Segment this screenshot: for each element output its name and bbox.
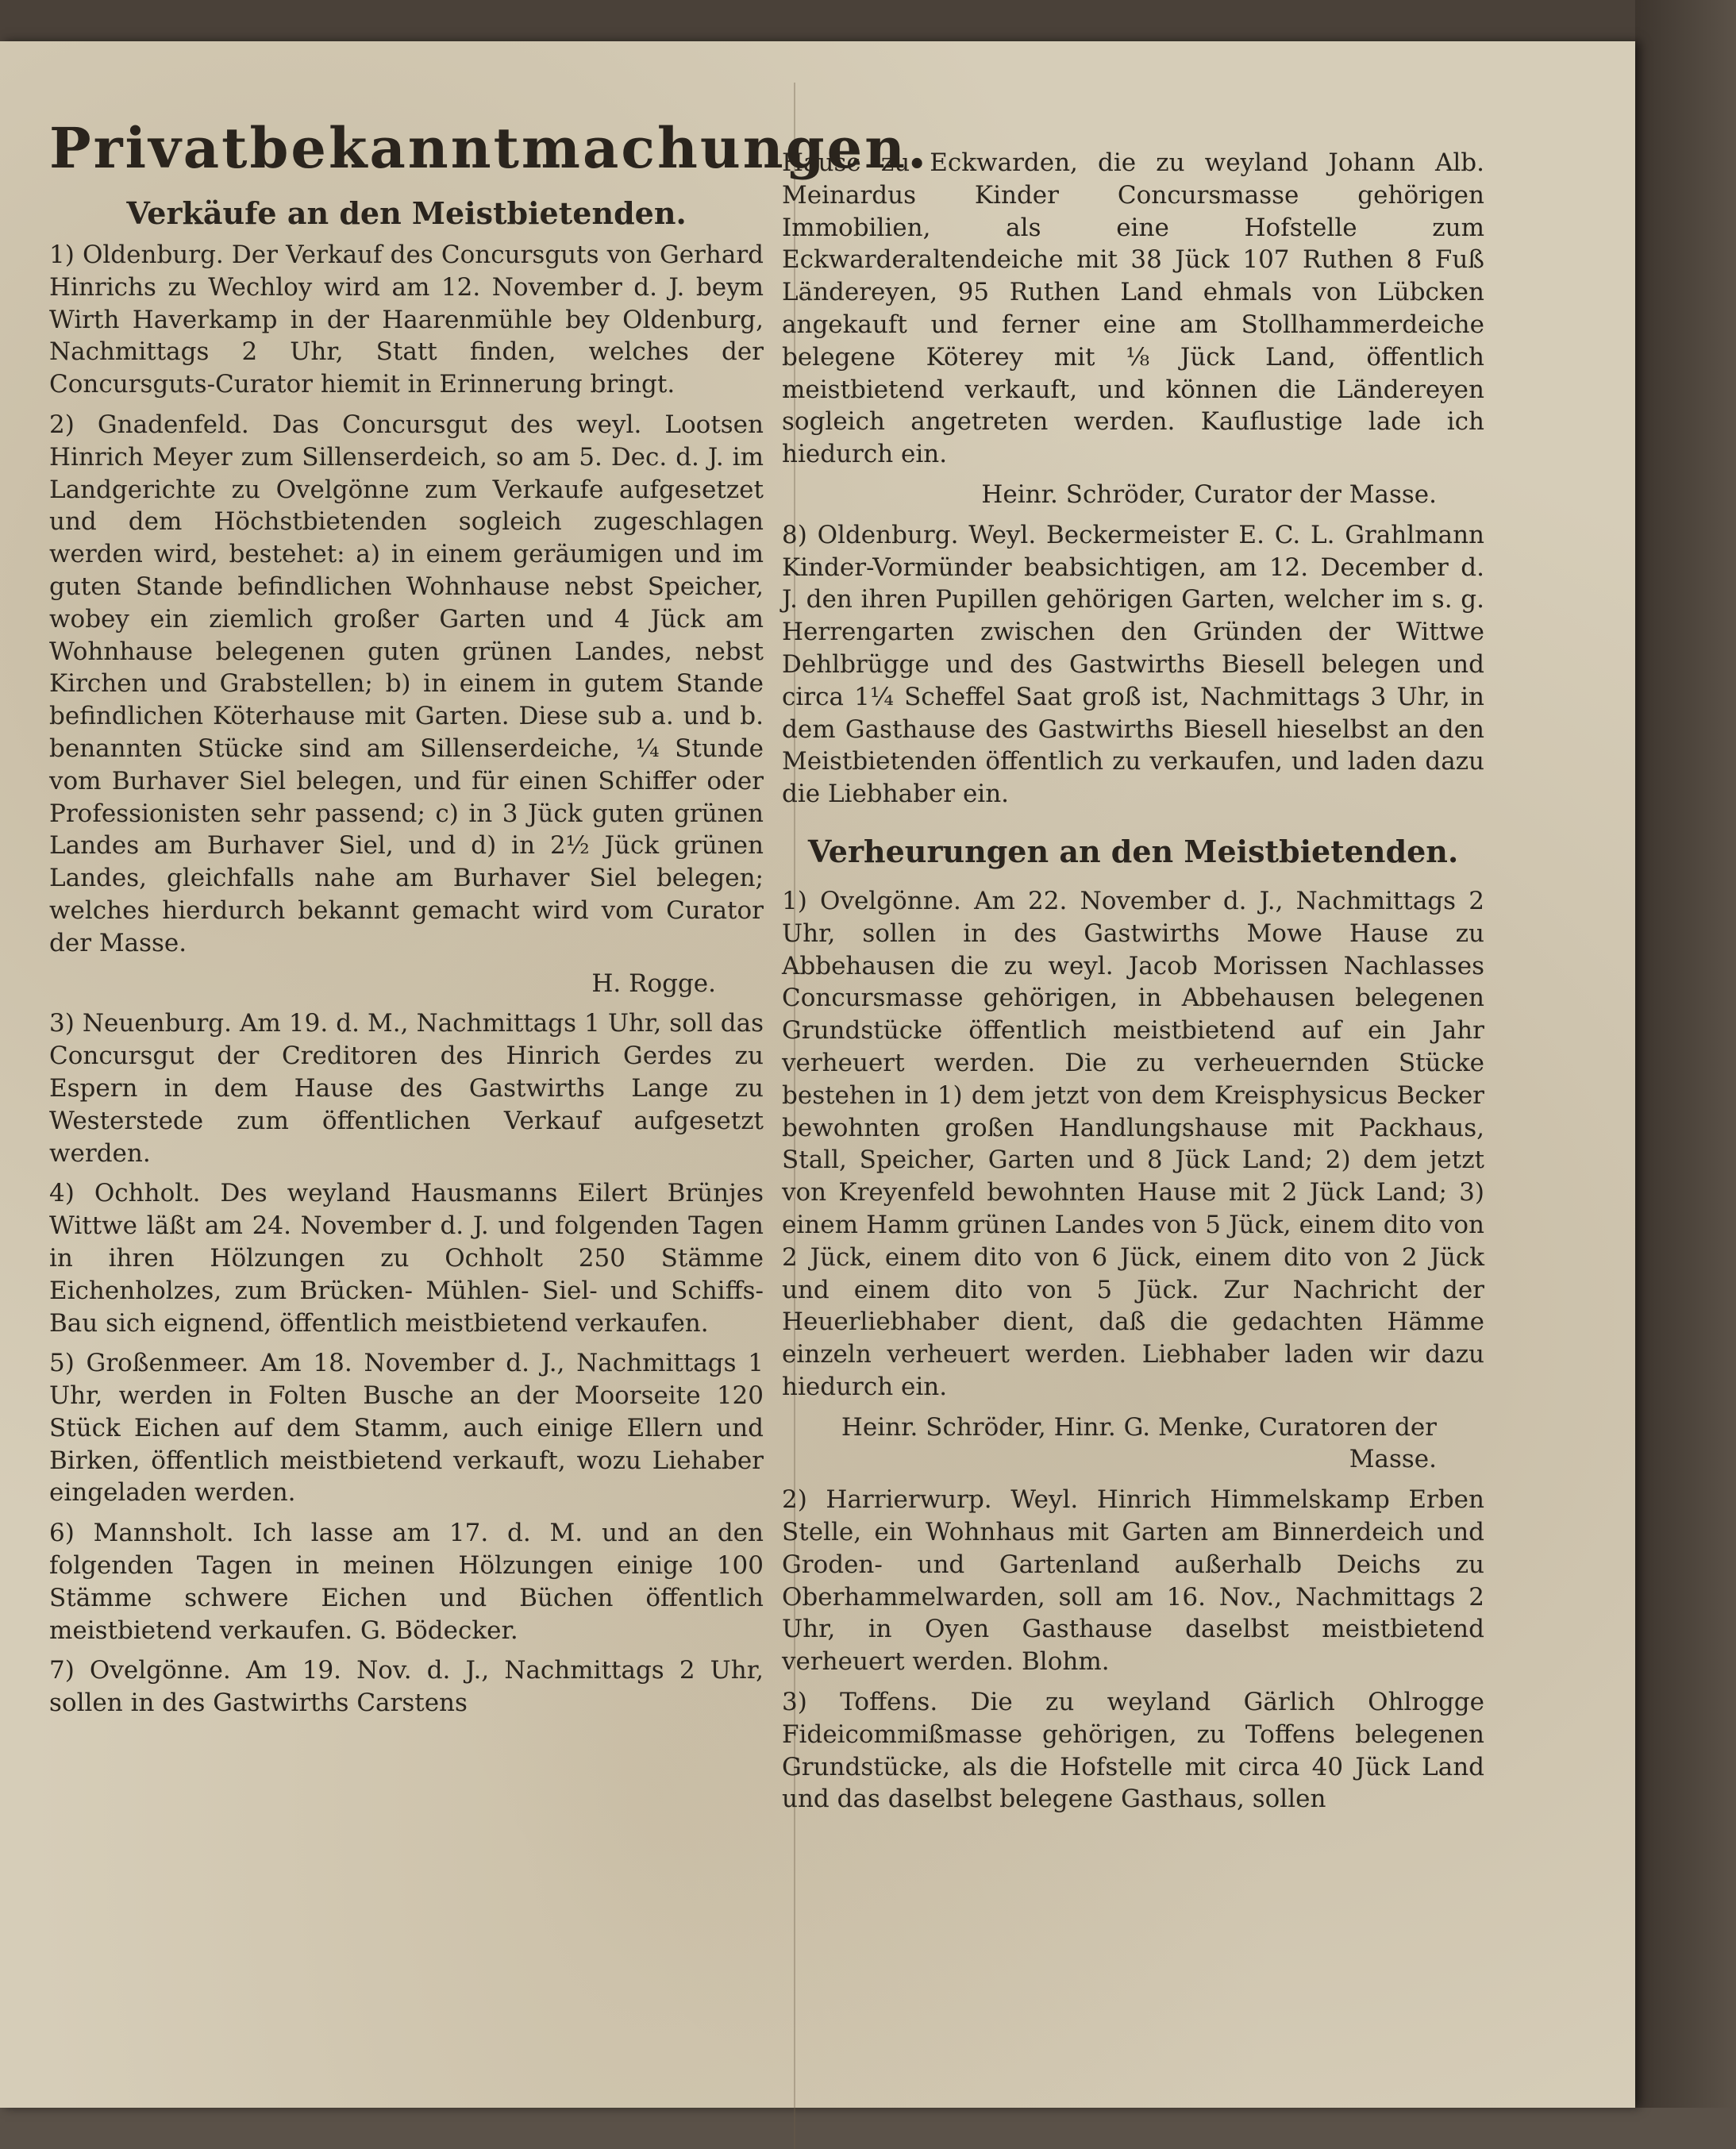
notice-item: 2) Harrierwurp. Weyl. Hinrich Himmelskamp Erben Stelle, ein Wohnhaus mit Garten am Binnerdeich und Groden- und Gartenland außerhalb Deichs zu Oberhammelwarden, soll am 16. Nov., Nachmittags 2 Uhr, in Oyen Gasthause daselbst meistbietend verheuert werden. Blohm.: [782, 1485, 1484, 1677]
notice-item: 1) Ovelgönne. Am 22. November d. J., Nachmittags 2 Uhr, sollen in des Gastwirths Mowe Hause zu Abbehausen die zu weyl. Jacob Morissen Nachlasses Concursmasse gehörigen, in Abbehausen belegenen Grundstücke öffentlich meistbietend auf ein Jahr verheuert werden. Die zu verheuernden Stücke bestehen in 1) dem jetzt von dem Kreisphysicus Becker bewohnten großen Handlungshause mit Packhaus, Stall, Speicher, Garten und 8 Jück Land; 2) dem jetzt von Kreyenfeld bewohnten Hause mit 2 Jück Land; 3) einem Hamm grünen Landes von 5 Jück, einem dito von 2 Jück, einem dito von 6 Jück, einem dito von 2 Jück und einem dito von 5 Jück. Zur Nachricht der Heuerliebhaber dient, daß die gedachten Hämme einzeln verheuert werden. Liebhaber laden wir dazu hiedurch ein.: [782, 886, 1484, 1401]
notice-item: Hause zu Eckwarden, die zu weyland Johann Alb. Meinardus Kinder Concursmasse gehörigen Immobilien, als eine Hofstelle zum Eckwarderaltendeiche mit 38 Jück 107 Ruthen 8 Fuß Ländereyen, 95 Ruthen Land ehmals von Lübcken angekauft und ferner eine am Stollhammerdeiche belegene Köterey mit ⅛ Jück Land, öffentlich meistbietend verkauft, und können die Ländereyen sogleich angetreten werden. Kauflustige lade ich hiedurch ein.: [782, 148, 1484, 469]
notice-item: 6) Mannsholt. Ich lasse am 17. d. M. und an den folgenden Tagen in meinen Hölzungen einige 100 Stämme schwere Eichen und Büchen öffentlich meistbietend verkaufen. G. Bödecker.: [49, 1519, 764, 1645]
notice-item: 8) Oldenburg. Weyl. Beckermeister E. C. L. Grahlmann Kinder-Vormünder beabsichtigen, am 12. December d. J. den ihren Pupillen gehörigen Garten, welcher im s. g. Herrengarten zwischen den Gründen der Wittwe Dehlbrügge und des Gastwirths Biesell belegen und circa 1¼ Scheffel Saat groß ist, Nachmittags 3 Uhr, in dem Gasthause des Gastwirths Biesell hieselbst an den Meistbietenden öffentlich zu verkaufen, und laden dazu die Liebhaber ein.: [782, 520, 1484, 809]
notice-item: 4) Ochholt. Des weyland Hausmanns Eilert Brünjes Wittwe läßt am 24. November d. J. und folgenden Tagen in ihren Hölzungen zu Ochholt 250 Stämme Eichenholzes, zum Brücken- Mühlen- Siel- und Schiffs-Bau sich eignend, öffentlich meistbietend verkaufen.: [49, 1179, 764, 1338]
notice-signature: Heinr. Schröder, Curator der Masse.: [981, 479, 1437, 509]
scan-background-right: [1635, 0, 1736, 2108]
notice-signature: H. Rogge.: [591, 969, 716, 998]
page-title: Privatbekanntmachungen.: [49, 115, 930, 181]
notice-item: 7) Ovelgönne. Am 19. Nov. d. J., Nachmittags 2 Uhr, sollen in des Gastwirths Carstens: [49, 1656, 764, 1718]
notice-item: 3) Toffens. Die zu weyland Gärlich Ohlrogge Fideicommißmasse gehörigen, zu Toffens belegenen Grundstücke, als die Hofstelle mit circa 40 Jück Land und das daselbst belegene Gasthaus, sollen: [782, 1688, 1484, 1814]
notice-item: 5) Großenmeer. Am 18. November d. J., Nachmittags 1 Uhr, werden in Folten Busche an der Moorseite 120 Stück Eichen auf dem Stamm, auch einige Ellern und Birken, öffentlich meistbietend verkauft, wozu Liehaber eingeladen werden.: [49, 1349, 764, 1508]
notice-signature: Heinr. Schröder, Hinr. G. Menke, Curatoren der Masse.: [841, 1412, 1437, 1474]
newspaper-page: [0, 41, 1635, 2108]
scan-background-top: [0, 0, 1736, 41]
notice-item: 2) Gnadenfeld. Das Concursgut des weyl. Lootsen Hinrich Meyer zum Sillenserdeich, so am 5. Dec. d. J. im Landgerichte zu Ovelgönne zum Verkaufe aufgesetzet und dem Höchstbietenden sogleich zugeschlagen werden wird, bestehet: a) in einem geräumigen und im guten Stande befindlichen Wohnhause nebst Speicher, wobey ein ziemlich großer Garten und 4 Jück am Wohnhause belegenen guten grünen Landes, nebst Kirchen und Grabstellen; b) in einem in gutem Stande befindlichen Köterhause mit Garten. Diese sub a. und b. benannten Stücke sind am Sillenserdeiche, ¼ Stunde vom Burhaver Siel belegen, und für einen Schiffer oder Professionisten sehr passend; c) in 3 Jück guten grünen Landes am Burhaver Siel, und d) in 2½ Jück grünen Landes, gleichfalls nahe am Burhaver Siel belegen; welches hierdurch bekannt gemacht wird vom Curator der Masse.: [49, 410, 764, 957]
right-column: [782, 41, 1484, 1824]
left-column: [49, 41, 930, 1727]
notice-item: 1) Oldenburg. Der Verkauf des Concursguts von Gerhard Hinrichs zu Wechloy wird am 12. November d. J. beym Wirth Haverkamp in der Haarenmühle bey Oldenburg, Nachmittags 2 Uhr, Statt finden, welches der Concursguts-Curator hiemit in Erinnerung bringt.: [49, 241, 764, 399]
section-heading-leases: Verheurungen an den Meistbietenden.: [807, 833, 1459, 869]
notice-item: 3) Neuenburg. Am 19. d. M., Nachmittags 1 Uhr, soll das Concursgut der Creditoren des Hinrich Gerdes zu Espern in dem Hause des Gastwirths Lange zu Westerstede zum öffentlichen Verkauf aufgesetzt werden.: [49, 1009, 764, 1168]
section-heading-sales: Verkäufe an den Meistbietenden.: [126, 195, 687, 231]
